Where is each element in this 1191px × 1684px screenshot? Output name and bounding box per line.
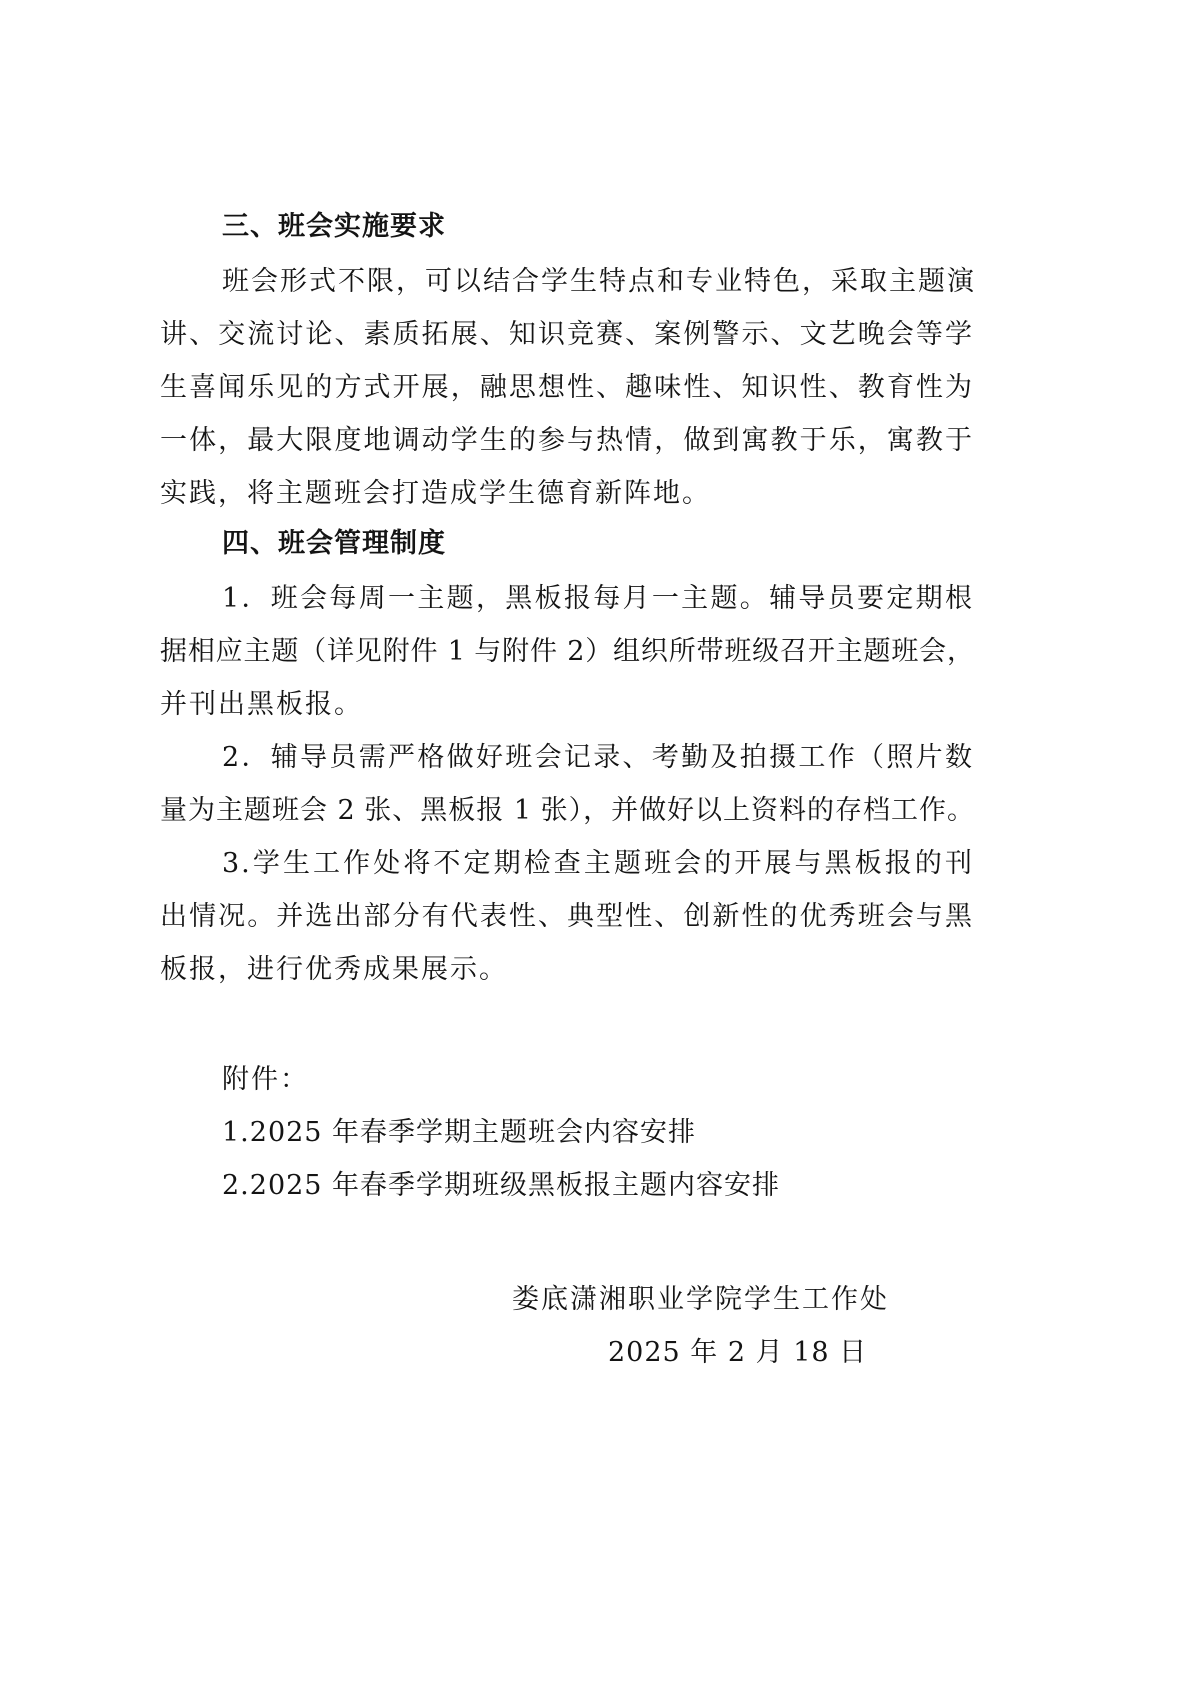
issuer-organization: 娄底潇湘职业学院学生工作处 xyxy=(512,1284,889,1315)
section-3-paragraph-line: 生喜闻乐见的方式开展，融思想性、趣味性、知识性、教育性为 xyxy=(160,372,974,403)
attachment-item: 1.2025 年春季学期主题班会内容安排 xyxy=(222,1117,697,1148)
section-3-paragraph-line: 讲、交流讨论、素质拓展、知识竞赛、案例警示、文艺晚会等学 xyxy=(160,319,974,350)
rule-1-line: 据相应主题（详见附件 1 与附件 2）组织所带班级召开主题班会， xyxy=(160,636,974,667)
section-3-paragraph-line: 班会形式不限，可以结合学生特点和专业特色，采取主题演 xyxy=(222,266,976,297)
section-4-heading: 四、班会管理制度 xyxy=(222,528,446,559)
rule-1-line: 1．班会每周一主题，黑板报每月一主题。辅导员要定期根 xyxy=(222,583,974,614)
rule-3-line: 3.学生工作处将不定期检查主题班会的开展与黑板报的刊 xyxy=(222,848,974,879)
rule-2-line: 2．辅导员需严格做好班会记录、考勤及拍摄工作（照片数 xyxy=(222,742,974,773)
issue-date: 2025 年 2 月 18 日 xyxy=(608,1337,868,1368)
rule-1-line: 并刊出黑板报。 xyxy=(160,689,363,720)
attachments-label: 附件： xyxy=(222,1064,309,1095)
rule-3-line: 出情况。并选出部分有代表性、典型性、创新性的优秀班会与黑 xyxy=(160,901,974,932)
rule-3-line: 板报，进行优秀成果展示。 xyxy=(160,954,508,985)
rule-2-line: 量为主题班会 2 张、黑板报 1 张），并做好以上资料的存档工作。 xyxy=(160,795,974,826)
section-3-paragraph-line: 实践，将主题班会打造成学生德育新阵地。 xyxy=(160,478,711,509)
attachment-item: 2.2025 年春季学期班级黑板报主题内容安排 xyxy=(222,1170,781,1201)
section-3-paragraph-line: 一体，最大限度地调动学生的参与热情，做到寓教于乐，寓教于 xyxy=(160,425,974,456)
section-3-heading: 三、班会实施要求 xyxy=(222,211,446,242)
